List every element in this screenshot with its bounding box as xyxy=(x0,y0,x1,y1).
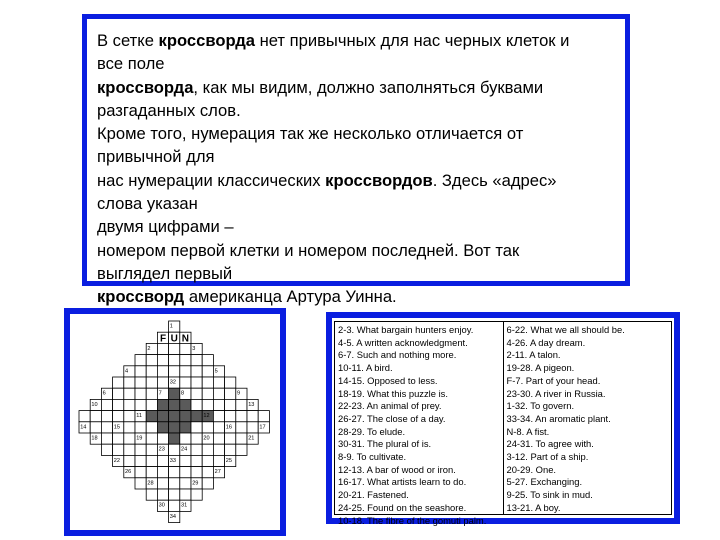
clue-item: 26-27. The close of a day. xyxy=(338,412,446,424)
intro-line xyxy=(97,29,615,52)
grid-cell xyxy=(191,399,202,410)
intro-text: привычной для xyxy=(97,147,215,167)
grid-cell xyxy=(191,355,202,366)
grid-cell xyxy=(157,433,168,444)
grid-cell xyxy=(135,355,146,366)
clue-item: 10-11. A bird. xyxy=(338,362,393,374)
clue-item: 4-5. A written acknowledgment. xyxy=(338,336,468,348)
grid-cell-shaded xyxy=(191,411,202,422)
intro-line xyxy=(97,215,615,238)
grid-cell xyxy=(213,433,224,444)
grid-cell xyxy=(180,377,191,388)
clue-item: 2-11. A talon. xyxy=(506,349,561,361)
grid-cell xyxy=(225,388,236,399)
grid-cell xyxy=(146,399,157,410)
grid-number: 2 xyxy=(147,345,151,352)
grid-cell xyxy=(180,455,191,466)
grid-number: 16 xyxy=(225,424,233,431)
grid-cell xyxy=(191,388,202,399)
grid-cell xyxy=(135,444,146,455)
intro-bold-term: кроссвордов xyxy=(325,170,433,190)
clues-box xyxy=(326,312,680,524)
clue-item: 30-31. The plural of is. xyxy=(338,438,432,450)
grid-cell xyxy=(169,444,180,455)
intro-line xyxy=(97,52,615,75)
grid-cell xyxy=(169,366,180,377)
intro-line xyxy=(97,285,615,308)
grid-letter: F xyxy=(159,333,167,345)
grid-cell xyxy=(180,489,191,500)
grid-cell xyxy=(157,467,168,478)
grid-cell xyxy=(101,433,112,444)
grid-number: 28 xyxy=(147,480,154,487)
grid-cell xyxy=(157,489,168,500)
grid-cell xyxy=(236,422,247,433)
grid-cell xyxy=(180,355,191,366)
grid-number: 14 xyxy=(80,424,87,431)
grid-cell xyxy=(247,422,258,433)
grid-cell xyxy=(113,433,124,444)
grid-number: 31 xyxy=(181,502,188,509)
grid-number: 19 xyxy=(136,435,143,442)
grid-cell xyxy=(113,399,124,410)
clue-item: 14-15. Opposed to less. xyxy=(338,374,438,386)
grid-cell xyxy=(202,399,213,410)
grid-cell-shaded xyxy=(157,399,168,410)
grid-cell xyxy=(124,377,135,388)
grid-cell xyxy=(113,388,124,399)
grid-cell xyxy=(202,478,213,489)
grid-cell xyxy=(202,366,213,377)
grid-cell xyxy=(124,455,135,466)
grid-number: 18 xyxy=(91,435,98,442)
grid-cell xyxy=(146,366,157,377)
grid-cell xyxy=(113,444,124,455)
grid-number: 13 xyxy=(248,401,255,408)
grid-cell xyxy=(157,478,168,489)
grid-cell xyxy=(124,422,135,433)
intro-bold-term: кроссворда xyxy=(158,31,255,50)
grid-number: 25 xyxy=(225,457,233,464)
clue-item: 10-18. The fibre of the gomuti palm. xyxy=(338,514,487,526)
intro-text: номером первой клетки и номером последней. Вот так xyxy=(97,240,520,260)
intro-text: американца Артура Уинна. xyxy=(184,287,397,307)
grid-number: 30 xyxy=(158,502,165,509)
grid-number: 26 xyxy=(125,469,132,476)
grid-cell xyxy=(146,433,157,444)
grid-cell xyxy=(213,444,224,455)
grid-cell xyxy=(157,343,168,354)
clue-item: 6-22. What we all should be. xyxy=(506,324,625,335)
intro-line xyxy=(97,239,615,262)
intro-text: . Здесь «адрес» xyxy=(432,170,557,190)
grid-number: 7 xyxy=(158,390,162,397)
grid-number: 23 xyxy=(158,446,165,453)
grid-number: 20 xyxy=(203,435,210,442)
grid-number: 24 xyxy=(181,446,188,453)
clue-item: 22-23. An animal of prey. xyxy=(338,400,442,412)
grid-cell xyxy=(135,478,146,489)
grid-cell xyxy=(213,388,224,399)
grid-cell xyxy=(146,377,157,388)
intro-bold-term: кроссворд xyxy=(97,287,185,307)
grid-cell xyxy=(157,455,168,466)
grid-cell xyxy=(146,444,157,455)
grid-number: 1 xyxy=(169,323,173,330)
clues-table xyxy=(334,321,672,526)
grid-cell xyxy=(202,455,213,466)
clue-item: 2-3. What bargain hunters enjoy. xyxy=(338,324,474,335)
intro-line xyxy=(97,122,615,145)
grid-cell-shaded xyxy=(169,399,180,410)
clue-item: 13-21. A boy. xyxy=(506,501,561,513)
grid-number: 5 xyxy=(214,368,218,375)
intro-text: Кроме того, нумерация так же несколько отличается от xyxy=(97,124,524,144)
grid-number: 10 xyxy=(91,401,98,408)
grid-cell xyxy=(135,467,146,478)
grid-number: 34 xyxy=(169,513,177,520)
grid-cell xyxy=(135,388,146,399)
grid-cell xyxy=(157,377,168,388)
grid-cell xyxy=(191,489,202,500)
grid-cell xyxy=(180,366,191,377)
grid-cell xyxy=(146,422,157,433)
grid-cell xyxy=(146,455,157,466)
intro-bold-term: кроссворда xyxy=(97,77,194,97)
intro-text: нет привычных для нас черных клеток и xyxy=(254,31,570,50)
clue-item: 9-25. To sink in mud. xyxy=(506,489,593,501)
grid-number: 15 xyxy=(113,424,121,431)
grid-number: 12 xyxy=(203,413,210,420)
grid-cell xyxy=(146,388,157,399)
intro-line xyxy=(97,169,615,192)
grid-cell xyxy=(135,399,146,410)
grid-cell xyxy=(79,411,90,422)
clue-item: 18-19. What this puzzle is. xyxy=(338,387,448,399)
clue-item: 12-13. A bar of wood or iron. xyxy=(338,463,456,475)
clue-item: 8-9. To cultivate. xyxy=(338,451,407,463)
crossword-grid xyxy=(70,314,280,530)
grid-cell xyxy=(213,422,224,433)
grid-cell xyxy=(113,411,124,422)
grid-cell xyxy=(169,467,180,478)
grid-cell xyxy=(169,500,180,511)
grid-cell xyxy=(169,343,180,354)
grid-number: 17 xyxy=(259,424,266,431)
grid-cell xyxy=(101,422,112,433)
grid-cell xyxy=(213,377,224,388)
grid-cell xyxy=(225,377,236,388)
clue-item: 5-27. Exchanging. xyxy=(506,476,583,488)
grid-number: 22 xyxy=(113,457,121,464)
clue-item: 24-31. To agree with. xyxy=(506,438,594,450)
grid-cell xyxy=(202,377,213,388)
grid-cell xyxy=(169,355,180,366)
clue-item: 23-30. A river in Russia. xyxy=(506,387,606,399)
grid-letter: U xyxy=(170,333,178,345)
grid-cell xyxy=(169,489,180,500)
grid-cell xyxy=(101,411,112,422)
grid-cell xyxy=(124,388,135,399)
grid-cell xyxy=(191,422,202,433)
grid-cell xyxy=(124,444,135,455)
grid-cell-shaded xyxy=(180,411,191,422)
grid-cell xyxy=(101,399,112,410)
grid-letter: N xyxy=(181,333,190,345)
grid-cell xyxy=(202,388,213,399)
clue-item: 4-26. A day dream. xyxy=(506,336,586,348)
clue-item: N-8. A fist. xyxy=(506,425,550,437)
grid-cell xyxy=(124,399,135,410)
intro-text: нас нумерации классических xyxy=(97,170,326,190)
grid-cell xyxy=(202,444,213,455)
grid-cell xyxy=(135,366,146,377)
grid-cell xyxy=(213,411,224,422)
grid-cell xyxy=(157,355,168,366)
intro-text: слова указан xyxy=(97,194,198,214)
clues-column-right xyxy=(503,322,672,514)
grid-cell xyxy=(146,355,157,366)
grid-cell xyxy=(135,455,146,466)
clue-item: 28-29. To elude. xyxy=(338,425,406,437)
grid-cell xyxy=(157,366,168,377)
grid-cell-shaded xyxy=(157,411,168,422)
grid-cell xyxy=(101,444,112,455)
grid-cell xyxy=(191,444,202,455)
clue-item: 1-32. To govern. xyxy=(506,400,575,412)
grid-number: 8 xyxy=(181,390,185,397)
grid-number: 9 xyxy=(237,390,241,397)
grid-cell-shaded xyxy=(169,388,180,399)
intro-text: выглядел первый xyxy=(97,263,233,283)
clue-item: 24-25. Found on the seashore. xyxy=(338,501,467,513)
grid-cell xyxy=(124,433,135,444)
intro-text: разгаданных слов. xyxy=(97,100,241,120)
grid-number: 29 xyxy=(192,480,199,487)
crossword-grid-frame xyxy=(64,308,286,536)
intro-line xyxy=(97,145,615,168)
intro-line xyxy=(97,192,615,215)
grid-cell xyxy=(113,377,124,388)
grid-cell-shaded xyxy=(157,422,168,433)
grid-cell xyxy=(202,422,213,433)
grid-cell xyxy=(213,455,224,466)
grid-cell xyxy=(180,343,191,354)
grid-number: 33 xyxy=(169,457,177,464)
clue-item: 3-12. Part of a ship. xyxy=(506,451,589,463)
grid-number: 21 xyxy=(248,435,255,442)
clue-item: 6-7. Such and nothing more. xyxy=(338,349,457,361)
grid-cell xyxy=(180,467,191,478)
grid-cell-shaded xyxy=(180,422,191,433)
grid-cell xyxy=(202,467,213,478)
grid-cell xyxy=(169,478,180,489)
grid-cell xyxy=(191,366,202,377)
grid-cell xyxy=(225,433,236,444)
grid-number: 32 xyxy=(169,379,177,386)
grid-cell-shaded xyxy=(169,433,180,444)
clue-item: 19-28. A pigeon. xyxy=(506,362,575,374)
grid-cell xyxy=(236,399,247,410)
grid-cell xyxy=(236,444,247,455)
intro-paragraph xyxy=(97,29,615,309)
grid-cell xyxy=(180,433,191,444)
intro-line xyxy=(97,262,615,285)
grid-cell xyxy=(225,444,236,455)
clue-item: F-7. Part of your head. xyxy=(506,374,601,386)
grid-cell xyxy=(225,399,236,410)
grid-cell xyxy=(146,489,157,500)
grid-number: 27 xyxy=(214,469,221,476)
grid-cell xyxy=(191,433,202,444)
grid-number: 6 xyxy=(102,390,106,397)
grid-cell xyxy=(258,411,269,422)
grid-cell xyxy=(191,377,202,388)
grid-cell xyxy=(90,422,101,433)
grid-number: 11 xyxy=(136,413,143,420)
grid-cell xyxy=(146,467,157,478)
grid-cell xyxy=(135,377,146,388)
grid-cell xyxy=(213,399,224,410)
clue-item: 20-29. One. xyxy=(506,463,557,475)
grid-cell-shaded xyxy=(180,399,191,410)
intro-text: , как мы видим, должно заполняться буквами xyxy=(193,77,544,97)
grid-cell xyxy=(180,478,191,489)
grid-number: 4 xyxy=(125,368,129,375)
grid-cell-shaded xyxy=(169,411,180,422)
grid-cell xyxy=(90,411,101,422)
clue-item: 33-34. An aromatic plant. xyxy=(506,412,611,424)
grid-cell xyxy=(225,411,236,422)
grid-cell xyxy=(202,355,213,366)
grid-cell xyxy=(191,455,202,466)
intro-text: В сетке xyxy=(97,31,159,50)
grid-cell xyxy=(135,422,146,433)
intro-text: двумя цифрами – xyxy=(97,217,234,237)
grid-number: 3 xyxy=(192,345,196,352)
intro-text-box xyxy=(82,14,630,307)
grid-cell xyxy=(236,433,247,444)
grid-cell-shaded xyxy=(169,422,180,433)
grid-cell xyxy=(236,411,247,422)
intro-line xyxy=(97,76,615,99)
grid-cell-shaded xyxy=(146,411,157,422)
grid-cell xyxy=(247,411,258,422)
intro-text: все поле xyxy=(97,54,165,74)
clue-item: 20-21. Fastened. xyxy=(338,489,409,501)
clues-column-left xyxy=(335,322,503,526)
grid-cell xyxy=(124,411,135,422)
grid-cell xyxy=(191,467,202,478)
clue-item: 16-17. What artists learn to do. xyxy=(338,476,467,488)
intro-line xyxy=(97,99,615,122)
